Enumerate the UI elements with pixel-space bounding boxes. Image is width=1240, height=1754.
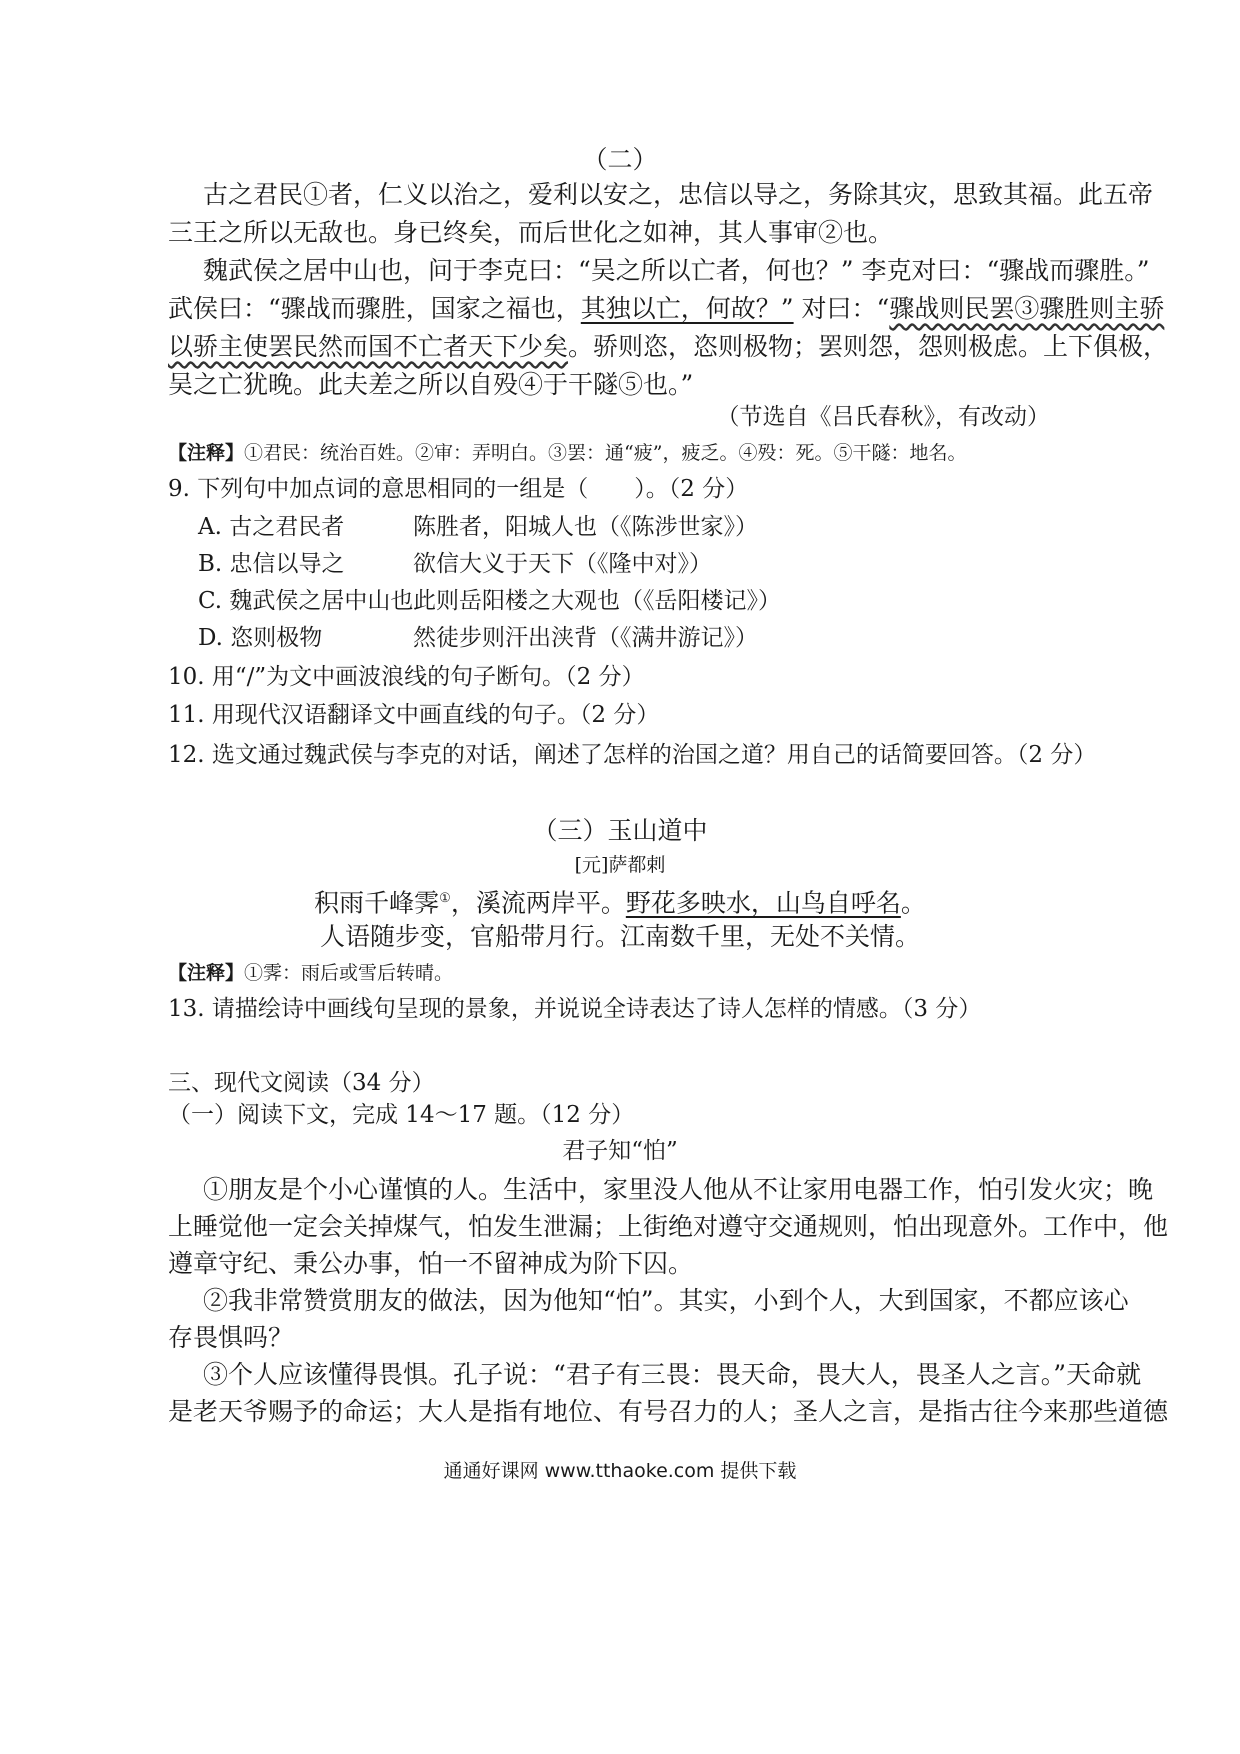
section-heading: （二） — [582, 145, 658, 174]
poem-author: [元]萨都剌 — [574, 854, 666, 876]
underlined-poem-line: 野花多映水，山鸟自呼名 — [625, 888, 901, 918]
article-line: 是老天爷赐予的命运；大人是指有地位、有号召力的人；圣人之言，是指古往今来那些道德 — [168, 1397, 1169, 1426]
article-line: 遵章守纪、秉公办事，怕一不留神成为阶下囚。 — [168, 1249, 694, 1278]
part-subheading: （一）阅读下文，完成 14～17 题。（12 分） — [168, 1102, 635, 1128]
article-line: ③个人应该懂得畏惧。孔子说：“君子有三畏：畏天命，畏大人，畏圣人之言。”天命就 — [203, 1360, 1142, 1389]
question-12: 12. 选文通过魏武侯与李克的对话，阐述了怎样的治国之道？用自己的话简要回答。（2 分） — [168, 742, 1097, 768]
passage-line — [168, 292, 1164, 326]
passage-text: 武侯曰：“骤战而骤胜，国家之福也， — [168, 294, 581, 323]
passage-line: 吴之亡犹晚。此夫差之所以自殁④于干隧⑤也。” — [168, 370, 694, 399]
passage-line: 三王之所以无敌也。身已终矣，而后世化之如神，其人事审②也。 — [168, 218, 894, 247]
poem-text: 。 — [900, 888, 926, 918]
part-heading: 三、现代文阅读（34 分） — [168, 1070, 435, 1096]
footnote-marker: ① — [439, 891, 451, 906]
annotation-text: ①君民：统治百姓。②审：弄明白。③罢：通“疲”，疲乏。④殁：死。⑤干隧：地名。 — [244, 442, 967, 464]
annotation-label: 【注释】 — [168, 962, 245, 984]
annotation-text: ①霁：雨后或雪后转晴。 — [244, 962, 454, 984]
article-line: ②我非常赞赏朋友的做法，因为他知“怕”。其实，小到个人，大到国家，不都应该心 — [203, 1286, 1129, 1315]
article-line: 存畏惧吗？ — [168, 1323, 294, 1352]
question-11: 11. 用现代汉语翻译文中画直线的句子。（2 分） — [168, 702, 660, 728]
passage-text: 。骄则恣，恣则极物；罢则怨，怨则极虑。上下俱极， — [568, 332, 1169, 361]
option-b-compare: 欲信大义于天下（《隆中对》） — [413, 551, 712, 577]
wavy-underlined-sentence: 以骄主使罢民然而国不亡者天下少矣 — [168, 332, 569, 361]
question-13: 13. 请描绘诗中画线句呈现的景象，并说说全诗表达了诗人怎样的情感。（3 分） — [168, 996, 982, 1022]
poem-line: 人语随步变，官船带月行。江南数千里，无处不关情。 — [319, 922, 920, 951]
option-d-label: D. 恣则极物 — [198, 625, 323, 651]
option-a-label: A. 古之君民者 — [198, 514, 345, 540]
annotation-label: 【注释】 — [168, 442, 245, 464]
article-line: ①朋友是个小心谨慎的人。生活中，家里没人他从不让家用电器工作，怕引发火灾；晚 — [203, 1175, 1154, 1204]
source-citation: （节选自《吕氏春秋》，有改动） — [716, 404, 1050, 430]
option-c-label: C. 魏武侯之居中山也 — [198, 588, 414, 614]
annotation — [168, 440, 966, 466]
article-line: 上睡觉他一定会关掉煤气，怕发生泄漏；上街绝对遵守交通规则，怕出现意外。工作中，他 — [168, 1212, 1169, 1241]
passage-text: 对曰：“ — [793, 294, 890, 323]
poem-title: （三）玉山道中 — [532, 816, 708, 845]
passage-line — [168, 330, 1168, 364]
wavy-underlined-sentence: 骤战则民罢③骤胜则主骄 — [889, 294, 1165, 323]
option-a-compare: 陈胜者，阳城人也（《陈涉世家》） — [413, 514, 758, 540]
option-b-label: B. 忠信以导之 — [198, 551, 345, 577]
underlined-sentence: 其独以亡，何故？” — [580, 294, 794, 323]
option-c-compare: 此则岳阳楼之大观也（《岳阳楼记》） — [413, 588, 781, 614]
option-d-compare: 然徒步则汗出浃背（《满井游记》） — [413, 625, 758, 651]
poem-line — [0, 882, 1240, 920]
question-9: 9. 下列句中加点词的意思相同的一组是（ ）。（2 分） — [168, 476, 749, 502]
passage-line: 魏武侯之居中山也，问于李克曰：“吴之所以亡者，何也？” 李克对曰：“骤战而骤胜。” — [203, 256, 1150, 285]
annotation — [168, 960, 453, 986]
article-title: 君子知“怕” — [562, 1138, 678, 1164]
passage-line: 古之君民①者，仁义以治之，爱利以安之，忠信以导之，务除其灾，思致其福。此五帝 — [203, 180, 1154, 209]
footer-text: 通通好课网 www.tthaoke.com 提供下载 — [443, 1460, 797, 1482]
poem-text: ，溪流两岸平。 — [450, 888, 626, 918]
question-10: 10. 用“/”为文中画波浪线的句子断句。（2 分） — [168, 664, 645, 690]
poem-text: 积雨千峰霁 — [314, 888, 440, 918]
